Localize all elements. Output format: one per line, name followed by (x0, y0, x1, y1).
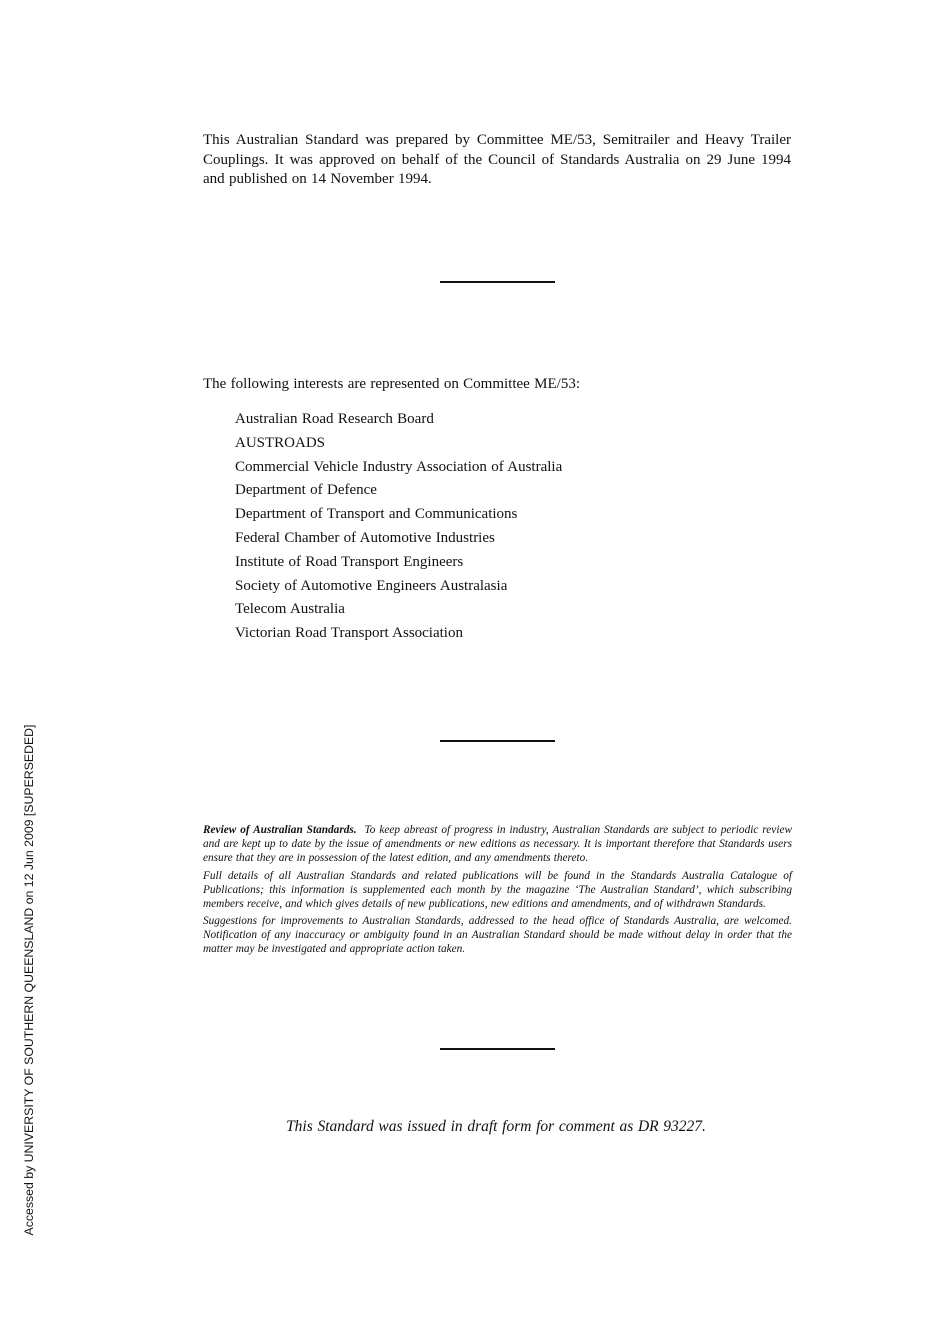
list-item: Telecom Australia (235, 601, 345, 618)
list-item: AUSTROADS (235, 434, 326, 451)
review-paragraph-1 (203, 824, 792, 866)
review-text: To keep abreast of progress in industry, Australian Standards are subject to periodic review and are kept up to date by the issue of amendments or new editions as necessary. It is important therefore that Standards users ensure that they are in possession of the latest edition, and any amendments thereto. (203, 824, 793, 864)
list-item: Society of Automotive Engineers Australasia (235, 577, 508, 594)
preparation-statement: This Australian Standard was prepared by Committee ME/53, Semitrailer and Heavy Trailer Couplings. It was approved on behalf of the Council of Standards Australia on 29 June 1994 and published on 14 November 1994. (203, 132, 791, 188)
list-item: Australian Road Research Board (235, 411, 434, 427)
section-divider (440, 1048, 555, 1050)
review-paragraph-3: Suggestions for improvements to Australian Standards, addressed to the head office of Standards Australia, are welcomed. Notification of any inaccuracy or ambiguity found in an Australian Standard should be made without delay in order that the matter may be investigated and appropriate action taken. (203, 915, 792, 956)
review-notice (203, 824, 792, 961)
list-item: Institute of Road Transport Engineers (235, 553, 464, 570)
draft-note: This Standard was issued in draft form for comment as DR 93227. (286, 1118, 706, 1135)
section-divider (440, 281, 555, 283)
interests-list (235, 409, 562, 647)
list-item: Department of Defence (235, 482, 377, 499)
list-item: Victorian Road Transport Association (235, 625, 463, 642)
list-item: Commercial Vehicle Industry Association of Australia (235, 458, 563, 475)
access-stamp-text: Accessed by UNIVERSITY OF SOUTHERN QUEENSLAND on 12 Jun 2009 [SUPERSEDED] (22, 724, 36, 1236)
review-paragraph-2: Full details of all Australian Standards and related publications will be found in the Standards Australia Catalogue of Publications; this information is supplemented each month by the magazine ‘The Australian Standard’, which subscribing members receive, and which gives details of new publications, new editions and amendments, and of withdrawn Standards. (203, 869, 792, 910)
list-item: Federal Chamber of Automotive Industries (235, 529, 495, 546)
interests-heading: The following interests are represented on Committee ME/53: (203, 376, 581, 392)
list-item: Department of Transport and Communications (235, 506, 518, 523)
review-lead: Review of Australian Standards. (203, 824, 357, 836)
section-divider (440, 740, 555, 742)
